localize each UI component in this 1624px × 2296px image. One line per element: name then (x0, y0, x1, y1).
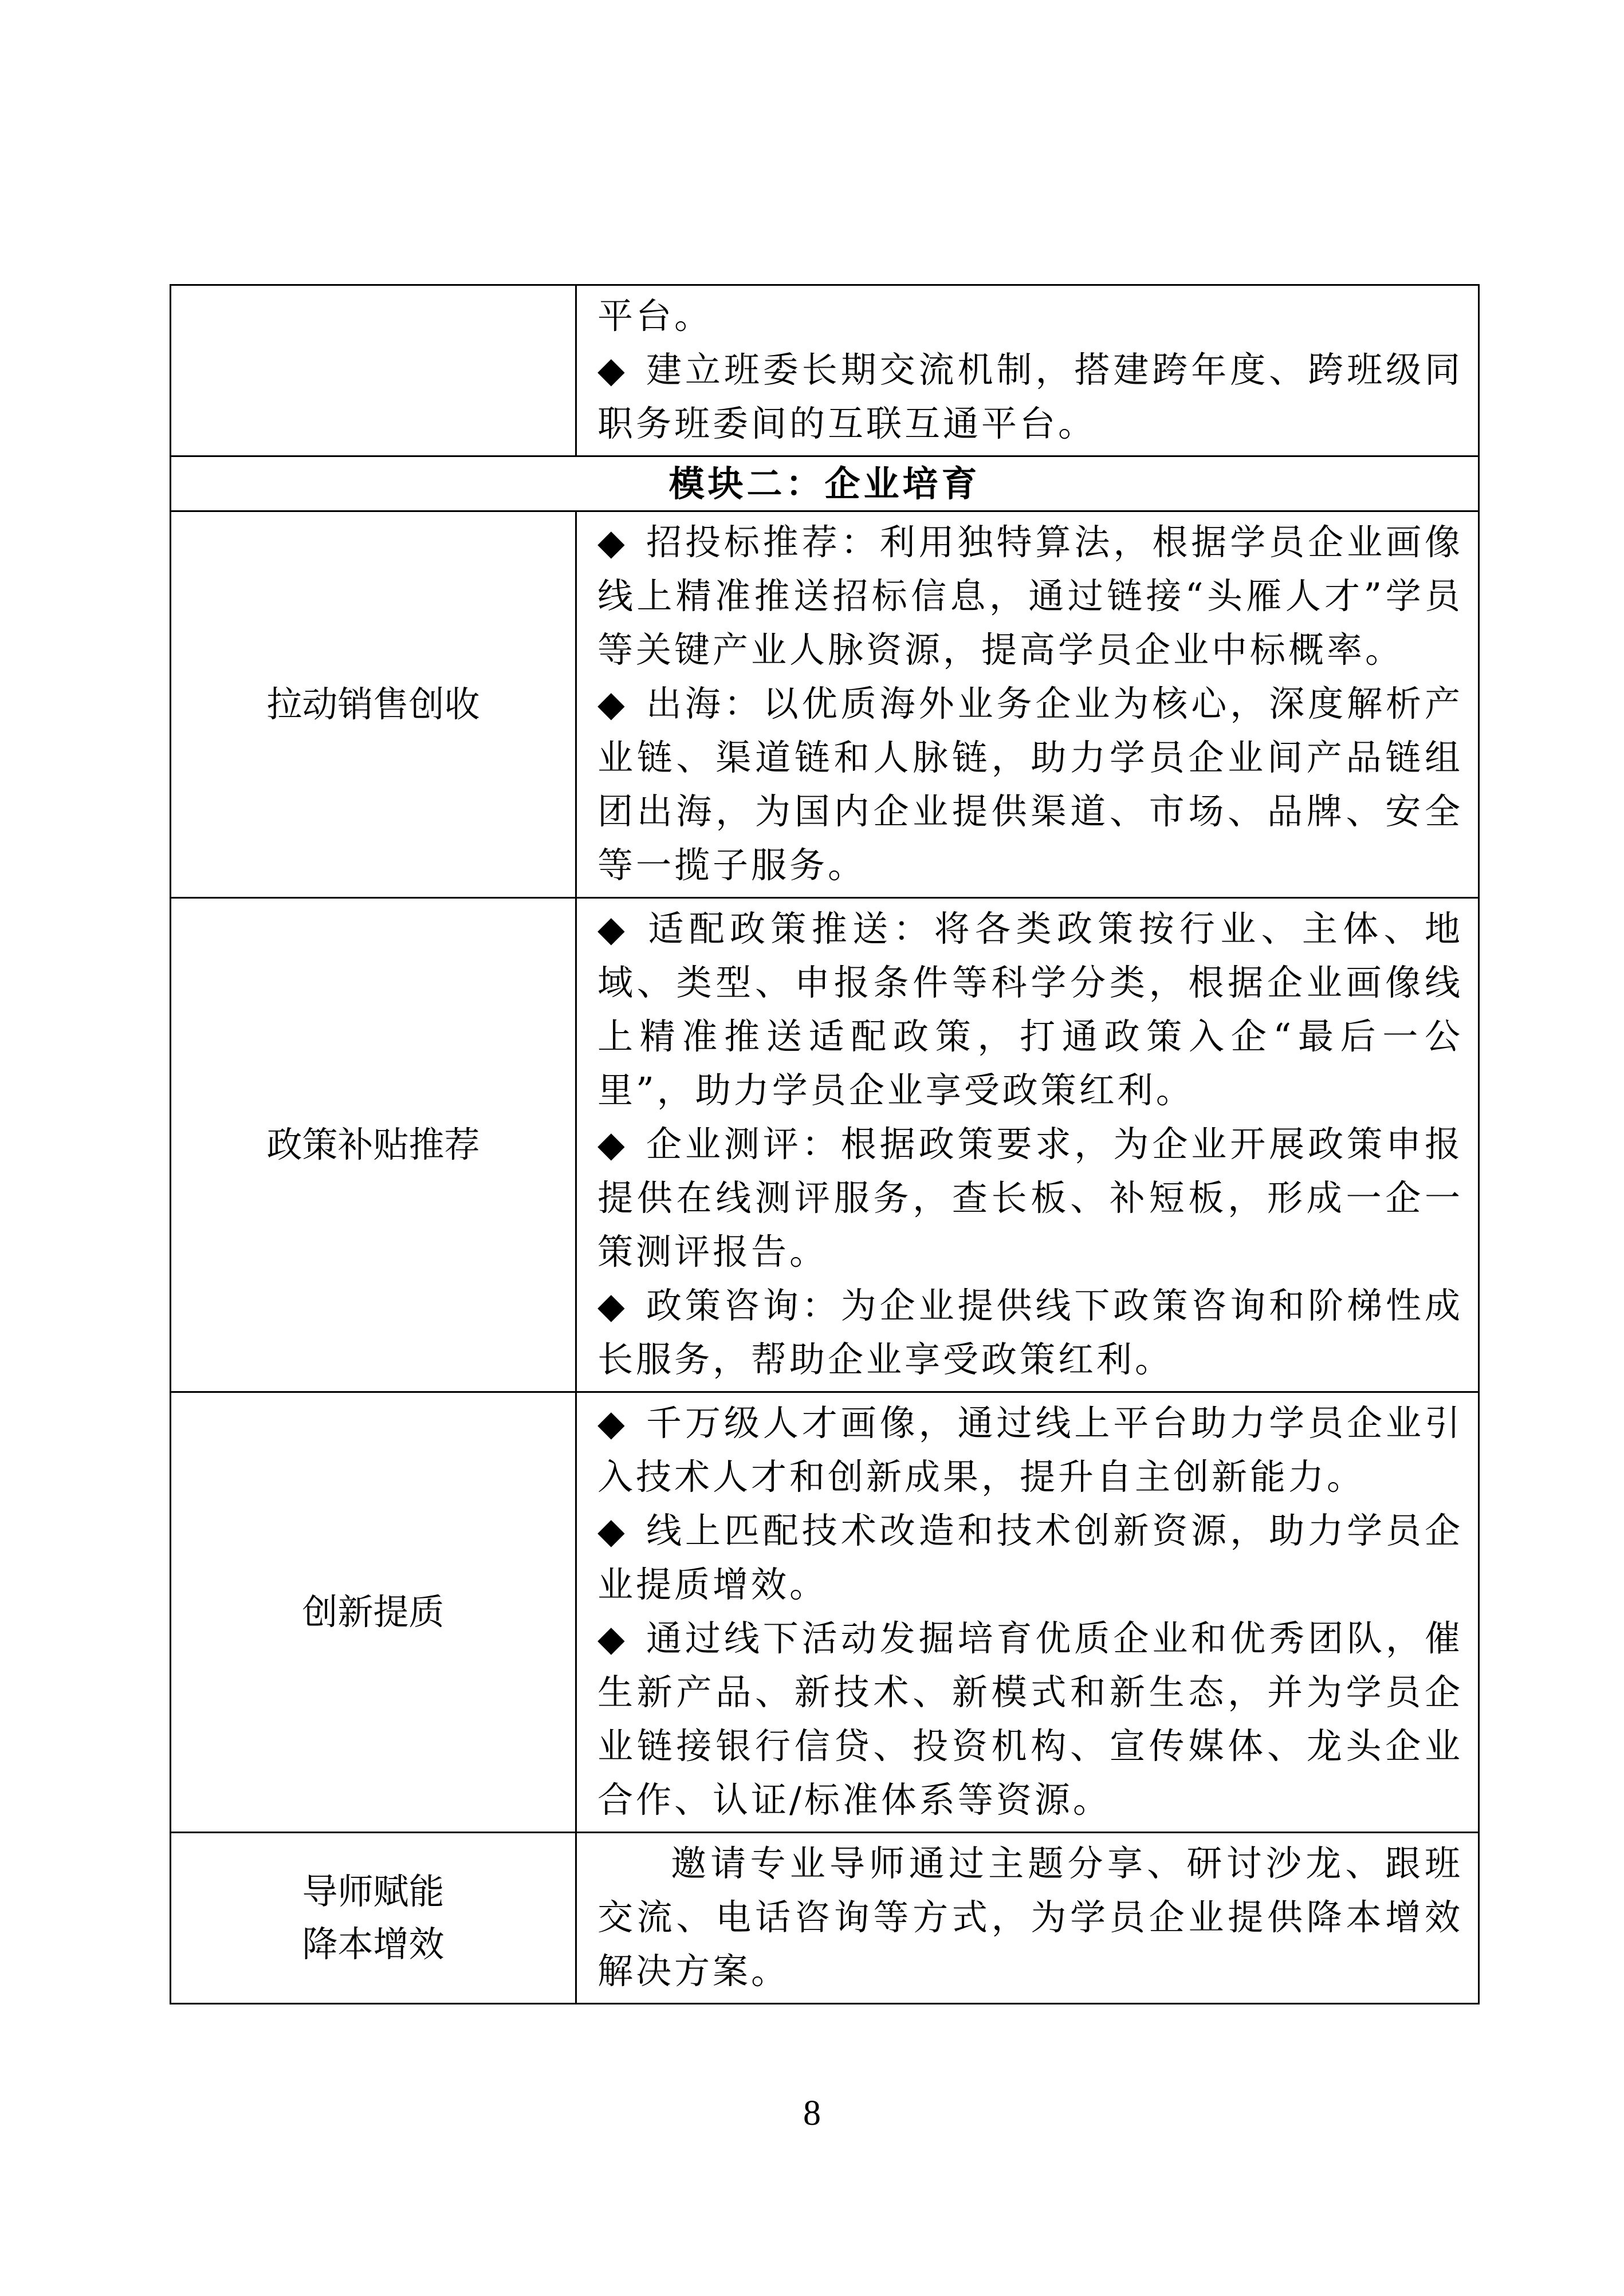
row-label (171, 511, 576, 898)
row-content (576, 898, 1479, 1392)
diamond-bullet-icon: ◆ (597, 1617, 628, 1659)
paragraph-text: 企业测评：根据政策要求，为企业开展政策申报提供在线测评服务，查长板、补短板，形成一企一策测评报告。 (597, 1123, 1463, 1273)
paragraph (597, 1279, 1463, 1387)
row-label (171, 898, 576, 1392)
row-label-text: 降本增效 (302, 1923, 445, 1965)
row-content (576, 511, 1479, 898)
row-label (171, 1833, 576, 2004)
diamond-bullet-icon: ◆ (597, 1510, 628, 1551)
module-header-row (171, 456, 1479, 511)
table-row (171, 1833, 1479, 2004)
table-row (171, 511, 1479, 898)
diamond-bullet-icon: ◆ (597, 908, 628, 950)
diamond-bullet-icon: ◆ (597, 349, 628, 391)
diamond-bullet-icon: ◆ (597, 1285, 628, 1326)
paragraph (597, 677, 1463, 892)
paragraph-text: 通过线下活动发掘培育优质企业和优秀团队，催生新产品、新技术、新模式和新生态，并为学员企业链接银行信贷、投资机构、宣传媒体、龙头企业合作、认证/标准体系等资源。 (597, 1617, 1463, 1821)
paragraph (597, 1612, 1463, 1827)
row-label (171, 1392, 576, 1833)
paragraph (597, 343, 1463, 451)
paragraph-text: 适配政策推送：将各类政策按行业、主体、地域、类型、申报条件等科学分类，根据企业画像线上精准推送适配政策，打通政策入企“最后一公里”，助力学员企业享受政策红利。 (597, 908, 1463, 1111)
diamond-bullet-icon: ◆ (597, 1402, 628, 1444)
paragraph (597, 1504, 1463, 1612)
table-row (171, 898, 1479, 1392)
table-row (171, 1392, 1479, 1833)
paragraph (597, 289, 1463, 343)
paragraph-text: 千万级人才画像，通过线上平台助力学员企业引入技术人才和创新成果，提升自主创新能力。 (597, 1402, 1463, 1498)
row-content (576, 1392, 1479, 1833)
table-row (171, 285, 1479, 456)
paragraph (597, 1837, 1463, 1998)
row-label-empty (171, 285, 576, 456)
content-table (170, 284, 1480, 2004)
paragraph-text: 招投标推荐：利用独特算法，根据学员企业画像线上精准推送招标信息，通过链接“头雁人才”学员等关键产业人脉资源，提高学员企业中标概率。 (597, 521, 1463, 671)
paragraph (597, 902, 1463, 1117)
paragraph-text: 线上匹配技术改造和技术创新资源，助力学员企业提质增效。 (597, 1510, 1463, 1605)
paragraph-text: 出海：以优质海外业务企业为核心，深度解析产业链、渠道链和人脉链，助力学员企业间产品链组团出海，为国内企业提供渠道、市场、品牌、安全等一揽子服务。 (597, 683, 1463, 886)
row-content (576, 285, 1479, 456)
row-label-text: 政策补贴推荐 (266, 1124, 480, 1165)
paragraph-text: 建立班委长期交流机制，搭建跨年度、跨班级同职务班委间的互联互通平台。 (597, 349, 1463, 444)
paragraph-text: 政策咨询：为企业提供线下政策咨询和阶梯性成长服务，帮助企业享受政策红利。 (597, 1285, 1463, 1380)
paragraph (597, 515, 1463, 677)
module-title: 模块二：企业培育 (171, 456, 1479, 511)
row-label-text: 创新提质 (302, 1591, 445, 1633)
paragraph (597, 1117, 1463, 1279)
paragraph (597, 1396, 1463, 1504)
paragraph-text: 平台。 (597, 295, 713, 337)
page-number: 8 (803, 2094, 821, 2133)
row-label-text: 导师赋能 (302, 1870, 445, 1912)
diamond-bullet-icon: ◆ (597, 1123, 628, 1165)
diamond-bullet-icon: ◆ (597, 683, 628, 724)
row-content (576, 1833, 1479, 2004)
paragraph-text: 邀请专业导师通过主题分享、研讨沙龙、跟班交流、电话咨询等方式，为学员企业提供降本增效解决方案。 (597, 1842, 1463, 1992)
diamond-bullet-icon: ◆ (597, 521, 628, 563)
row-label-text: 拉动销售创收 (266, 683, 480, 725)
